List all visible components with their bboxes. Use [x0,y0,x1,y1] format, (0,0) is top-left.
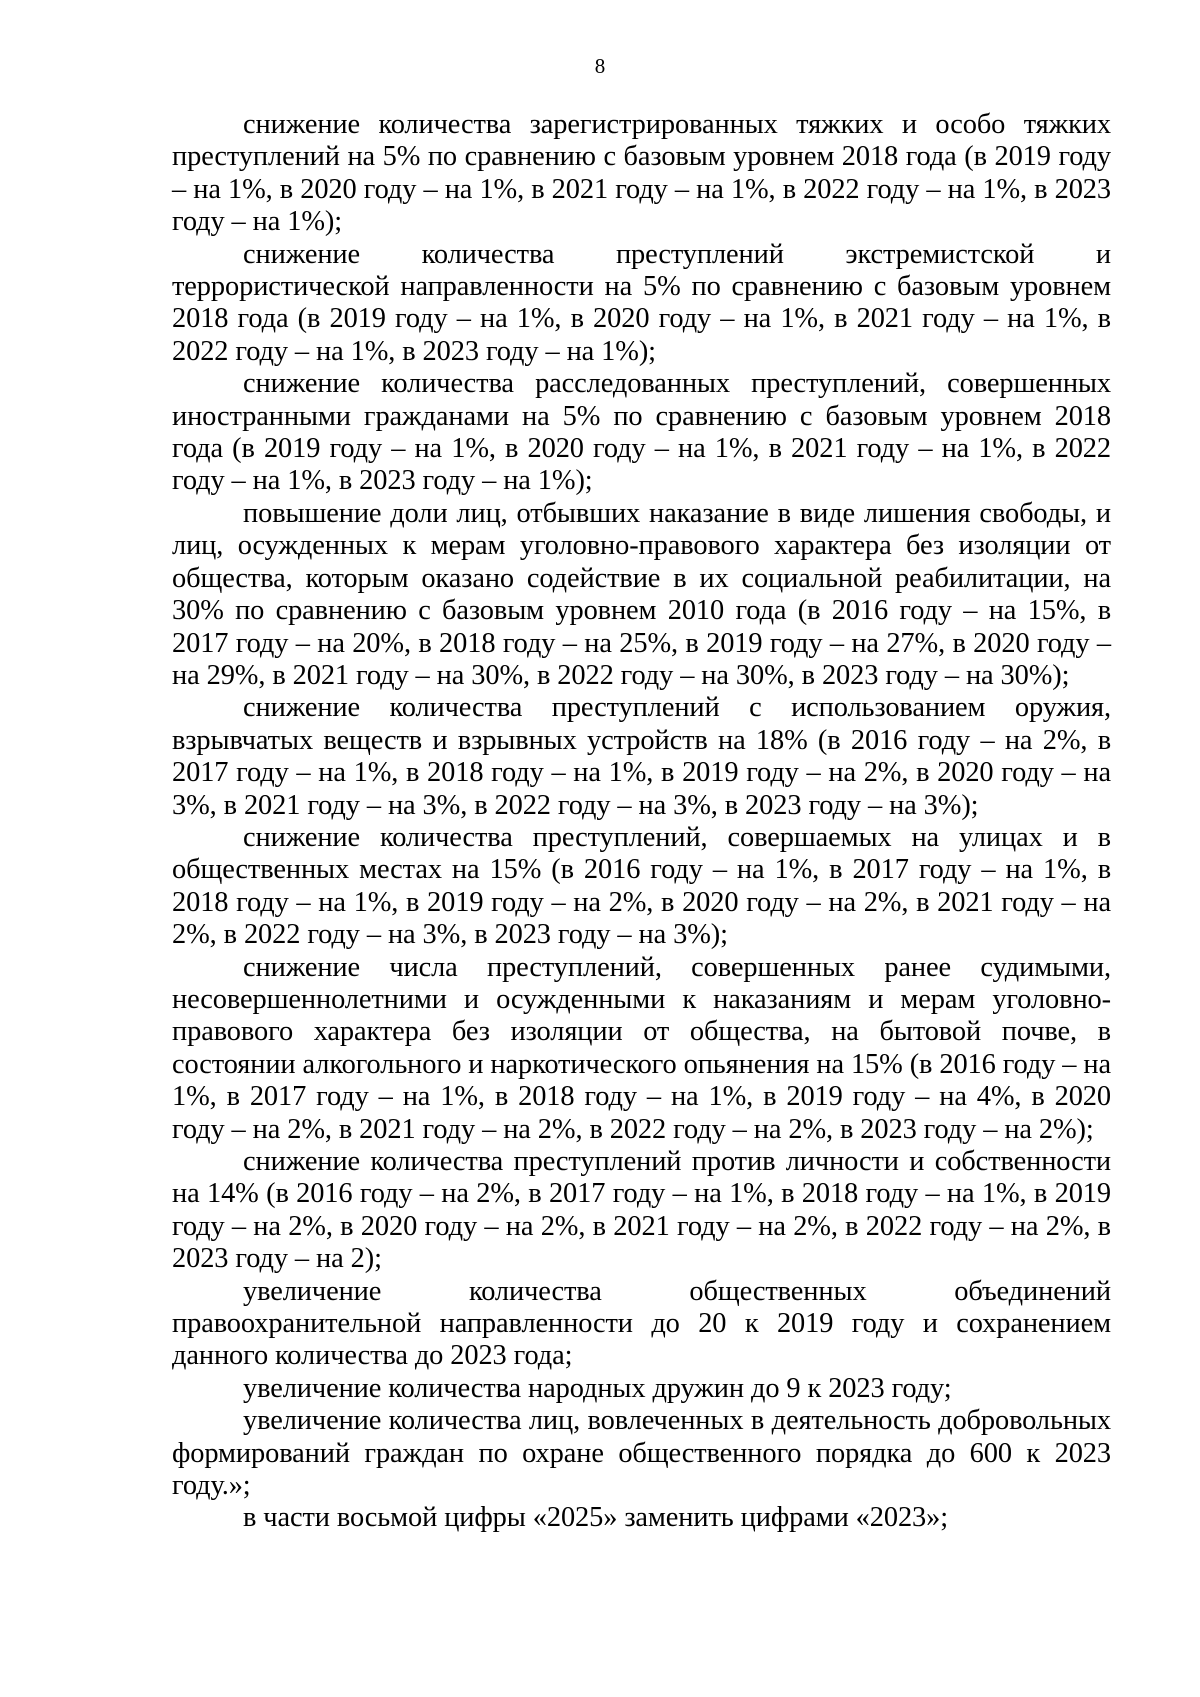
paragraph-person-property: снижение количества преступлений против личности и собственности на 14% (в 2016 году – на 2%, в 2017 году – на 1%, в 2018 году – на 1%, в 2019 году – на 2%, в 2020 году – на 2%, в 2021 году – на 2%, в 2022 году – на 2%, в 2023 году – на 2); [172,1146,1111,1275]
paragraph-serious-crimes: снижение количества зарегистрированных тяжких и особо тяжких преступлений на 5% по сравнению с базовым уровнем 2018 года (в 2019 году – на 1%, в 2020 году – на 1%, в 2021 году – на 1%, в 2022 году – на 1%, в 2023 году – на 1%); [172,109,1111,238]
paragraph-public-places: снижение количества преступлений, совершаемых на улицах и в общественных местах на 15% (в 2016 году – на 1%, в 2017 году – на 1%, в 2018 году – на 1%, в 2019 году – на 2%, в 2020 году – на 2%, в 2021 году – на 2%, в 2022 году – на 3%, в 2023 году – на 3%); [172,821,1111,951]
paragraph-peoples-squads: увеличение количества народных дружин до 9 к 2023 году; [243,1372,952,1404]
paragraph-foreign-citizens: снижение количества расследованных преступлений, совершенных иностранными гражданами на 5% по сравнению с базовым уровнем 2018 года (в 2019 году – на 1%, в 2020 году – на 1%, в 2021 году – на 1%, в 2022 году – на 1%, в 2023 году – на 1%); [172,368,1111,497]
paragraph-volunteer-formations: увеличение количества лиц, вовлеченных в деятельность добровольных формирований граждан по охране общественного порядка до 600 к 2023 году.»; [172,1405,1111,1502]
paragraph-weapons: снижение количества преступлений с использованием оружия, взрывчатых веществ и взрывных устройств на 18% (в 2016 году – на 2%, в 2017 году – на 1%, в 2018 году – на 1%, в 2019 году – на 2%, в 2020 году – на 3%, в 2021 году – на 3%, в 2022 году – на 3%, в 2023 году – на 3%); [172,692,1111,821]
paragraph-public-associations: увеличение количества общественных объединений правоохранительной направленности до 20 к 2019 году и сохранением данного количества до 2023 года; [172,1275,1111,1372]
paragraph-rehabilitation: повышение доли лиц, отбывших наказание в виде лишения свободы, и лиц, осужденных к мерам уголовно-правового характера без изоляции от общества, которым оказано содействие в их социальной реабилитации, на 30% по сравнению с базовым уровнем 2010 года (в 2016 году – на 15%, в 2017 году – на 20%, в 2018 году – на 25%, в 2019 году – на 27%, в 2020 году – на 29%, в 2021 году – на 30%, в 2022 году – на 30%, в 2023 году – на 30%); [172,497,1111,691]
page-number: 8 [594,54,606,78]
paragraph-extremism: снижение количества преступлений экстремистской и террористической направленности на 5% по сравнению с базовым уровнем 2018 года (в 2019 году – на 1%, в 2020 году – на 1%, в 2021 году – на 1%, в 2022 году – на 1%, в 2023 году – на 1%); [172,238,1111,367]
paragraph-repeat-offenders: снижение числа преступлений, совершенных ранее судимыми, несовершеннолетними и осужденными к наказаниям и мерам уголовно-правового характера без изоляции от общества, на бытовой почве, в состоянии алкогольного и наркотического опьянения на 15% (в 2016 году – на 1%, в 2017 году – на 1%, в 2018 году – на 1%, в 2019 году – на 4%, в 2020 году – на 2%, в 2021 году – на 2%, в 2022 году – на 2%, в 2023 году – на 2%); [172,951,1111,1145]
document-body [172,109,1111,1535]
paragraph-amendment: в части восьмой цифры «2025» заменить цифрами «2023»; [243,1502,949,1534]
